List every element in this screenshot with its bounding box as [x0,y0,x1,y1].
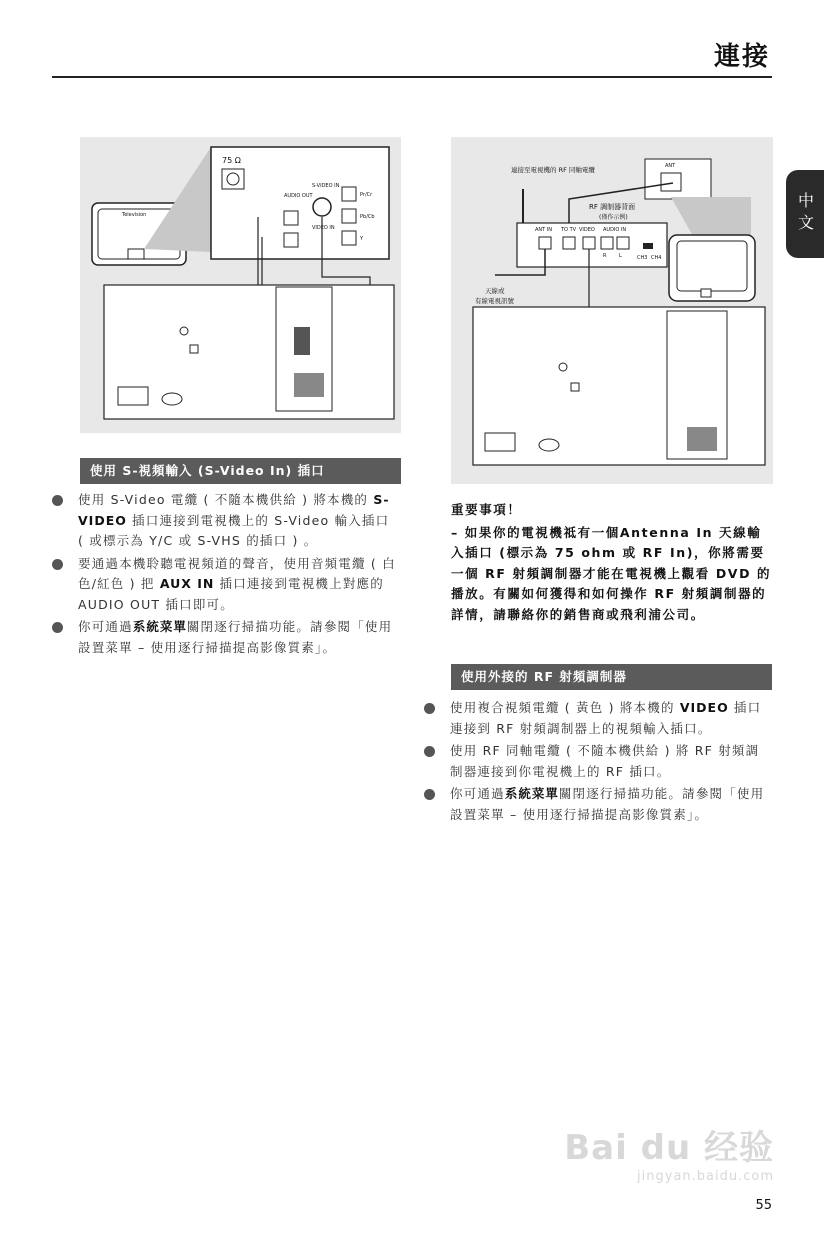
page-title: 連接 [713,42,770,72]
language-tab: 中文 [786,170,824,258]
rf-modulator-label: RF 調制器背面 [589,203,636,211]
bullet-icon [52,559,63,570]
list-item: 要通過本機聆聽電視頻道的聲音，使用音頻電纜 ( 白色/紅色 ) 把 AUX IN 插口連接到電視機上對應的 AUDIO OUT 插口即可。 [52,554,398,616]
l-label: L [619,253,622,259]
list-item: 使用複合視頻電纜 ( 黃色 ) 將本機的 VIDEO 插口連接到 RF 射頻調制器上的視頻輸入插口。 [424,698,770,739]
rf-modulator-sub: (僅作示例) [599,214,628,221]
rf-cable-label: 連接至電視機的 RF 同軸電纜 [511,166,595,174]
rf-instructions [424,698,770,827]
antenna-label-2: 有線電視訊號 [475,297,514,305]
bullet-icon [52,495,63,506]
watermark-url: jingyan.baidu.com [637,1169,774,1184]
bullet-icon [424,746,435,757]
section-title-svideo: 使用 S-視頻輸入 (S-Video In) 插口 [80,458,401,484]
list-item: 使用 RF 同軸電纜 ( 不隨本機供給 ) 將 RF 射頻調制器連接到你電視機上的 RF 插口。 [424,741,770,782]
tv-brand-label: Television [122,212,147,218]
watermark-logo: Bai du 经验 [564,1128,774,1168]
section-title-rf: 使用外接的 RF 射頻調制器 [451,664,772,690]
r-label: R [603,253,607,259]
ant-in-label: ANT IN [535,227,553,233]
ohm-label: 75 Ω [222,156,241,165]
video-label: VIDEO [579,227,595,233]
video-in-label: VIDEO IN [312,225,335,231]
note-title: 重要事項！ [451,502,522,517]
audio-out-label: AUDIO OUT [284,193,313,199]
rf-modulator-figure [451,137,773,484]
bullet-icon [424,789,435,800]
svideo-in-label: S-VIDEO IN [312,183,340,189]
svideo-connection-figure [80,137,401,433]
antenna-label-1: 天線或 [485,287,505,295]
pb-label: Pb/Cb [360,214,375,220]
page-number: 55 [755,1198,772,1213]
list-item: 使用 S-Video 電纜 ( 不隨本機供給 ) 將本機的 S-VIDEO 插口連接到電視機上的 S-Video 輸入插口 ( 或標示為 Y/C 或 S-VHS 的插口 ) 。 [52,490,398,552]
audio-in-label: AUDIO IN [603,227,627,233]
header-rule [52,76,772,78]
bullet-icon [424,703,435,714]
to-tv-label: TO TV [561,227,577,233]
ch3-label: CH3 [637,255,648,261]
svideo-instructions [52,490,398,660]
list-item: 你可通過系統菜單關閉逐行掃描功能。請參閱「使用設置菜單 – 使用逐行掃描提高影像質素」。 [424,784,770,825]
ch4-label: CH4 [651,255,662,261]
important-note [451,500,773,625]
watermark [564,1120,774,1184]
pr-label: Pr/Cr [360,192,373,198]
ant-label: ANT [665,163,676,169]
bullet-icon [52,622,63,633]
y-label: Y [360,236,364,242]
list-item: 你可通過系統菜單關閉逐行掃描功能。請參閱「使用設置菜單 – 使用逐行掃描提高影像質素」。 [52,617,398,658]
note-body: – 如果你的電視機祗有一個Antenna In 天線輸入插口 (標示為 75 ohm 或 RF In)，你將需要一個 RF 射頻調制器才能在電視機上觀看 DVD 的播放。有關如何獲得和如何操作 RF 射頻調制器的詳情，請聯絡你的銷售商或飛利浦公司。 [451,524,772,622]
